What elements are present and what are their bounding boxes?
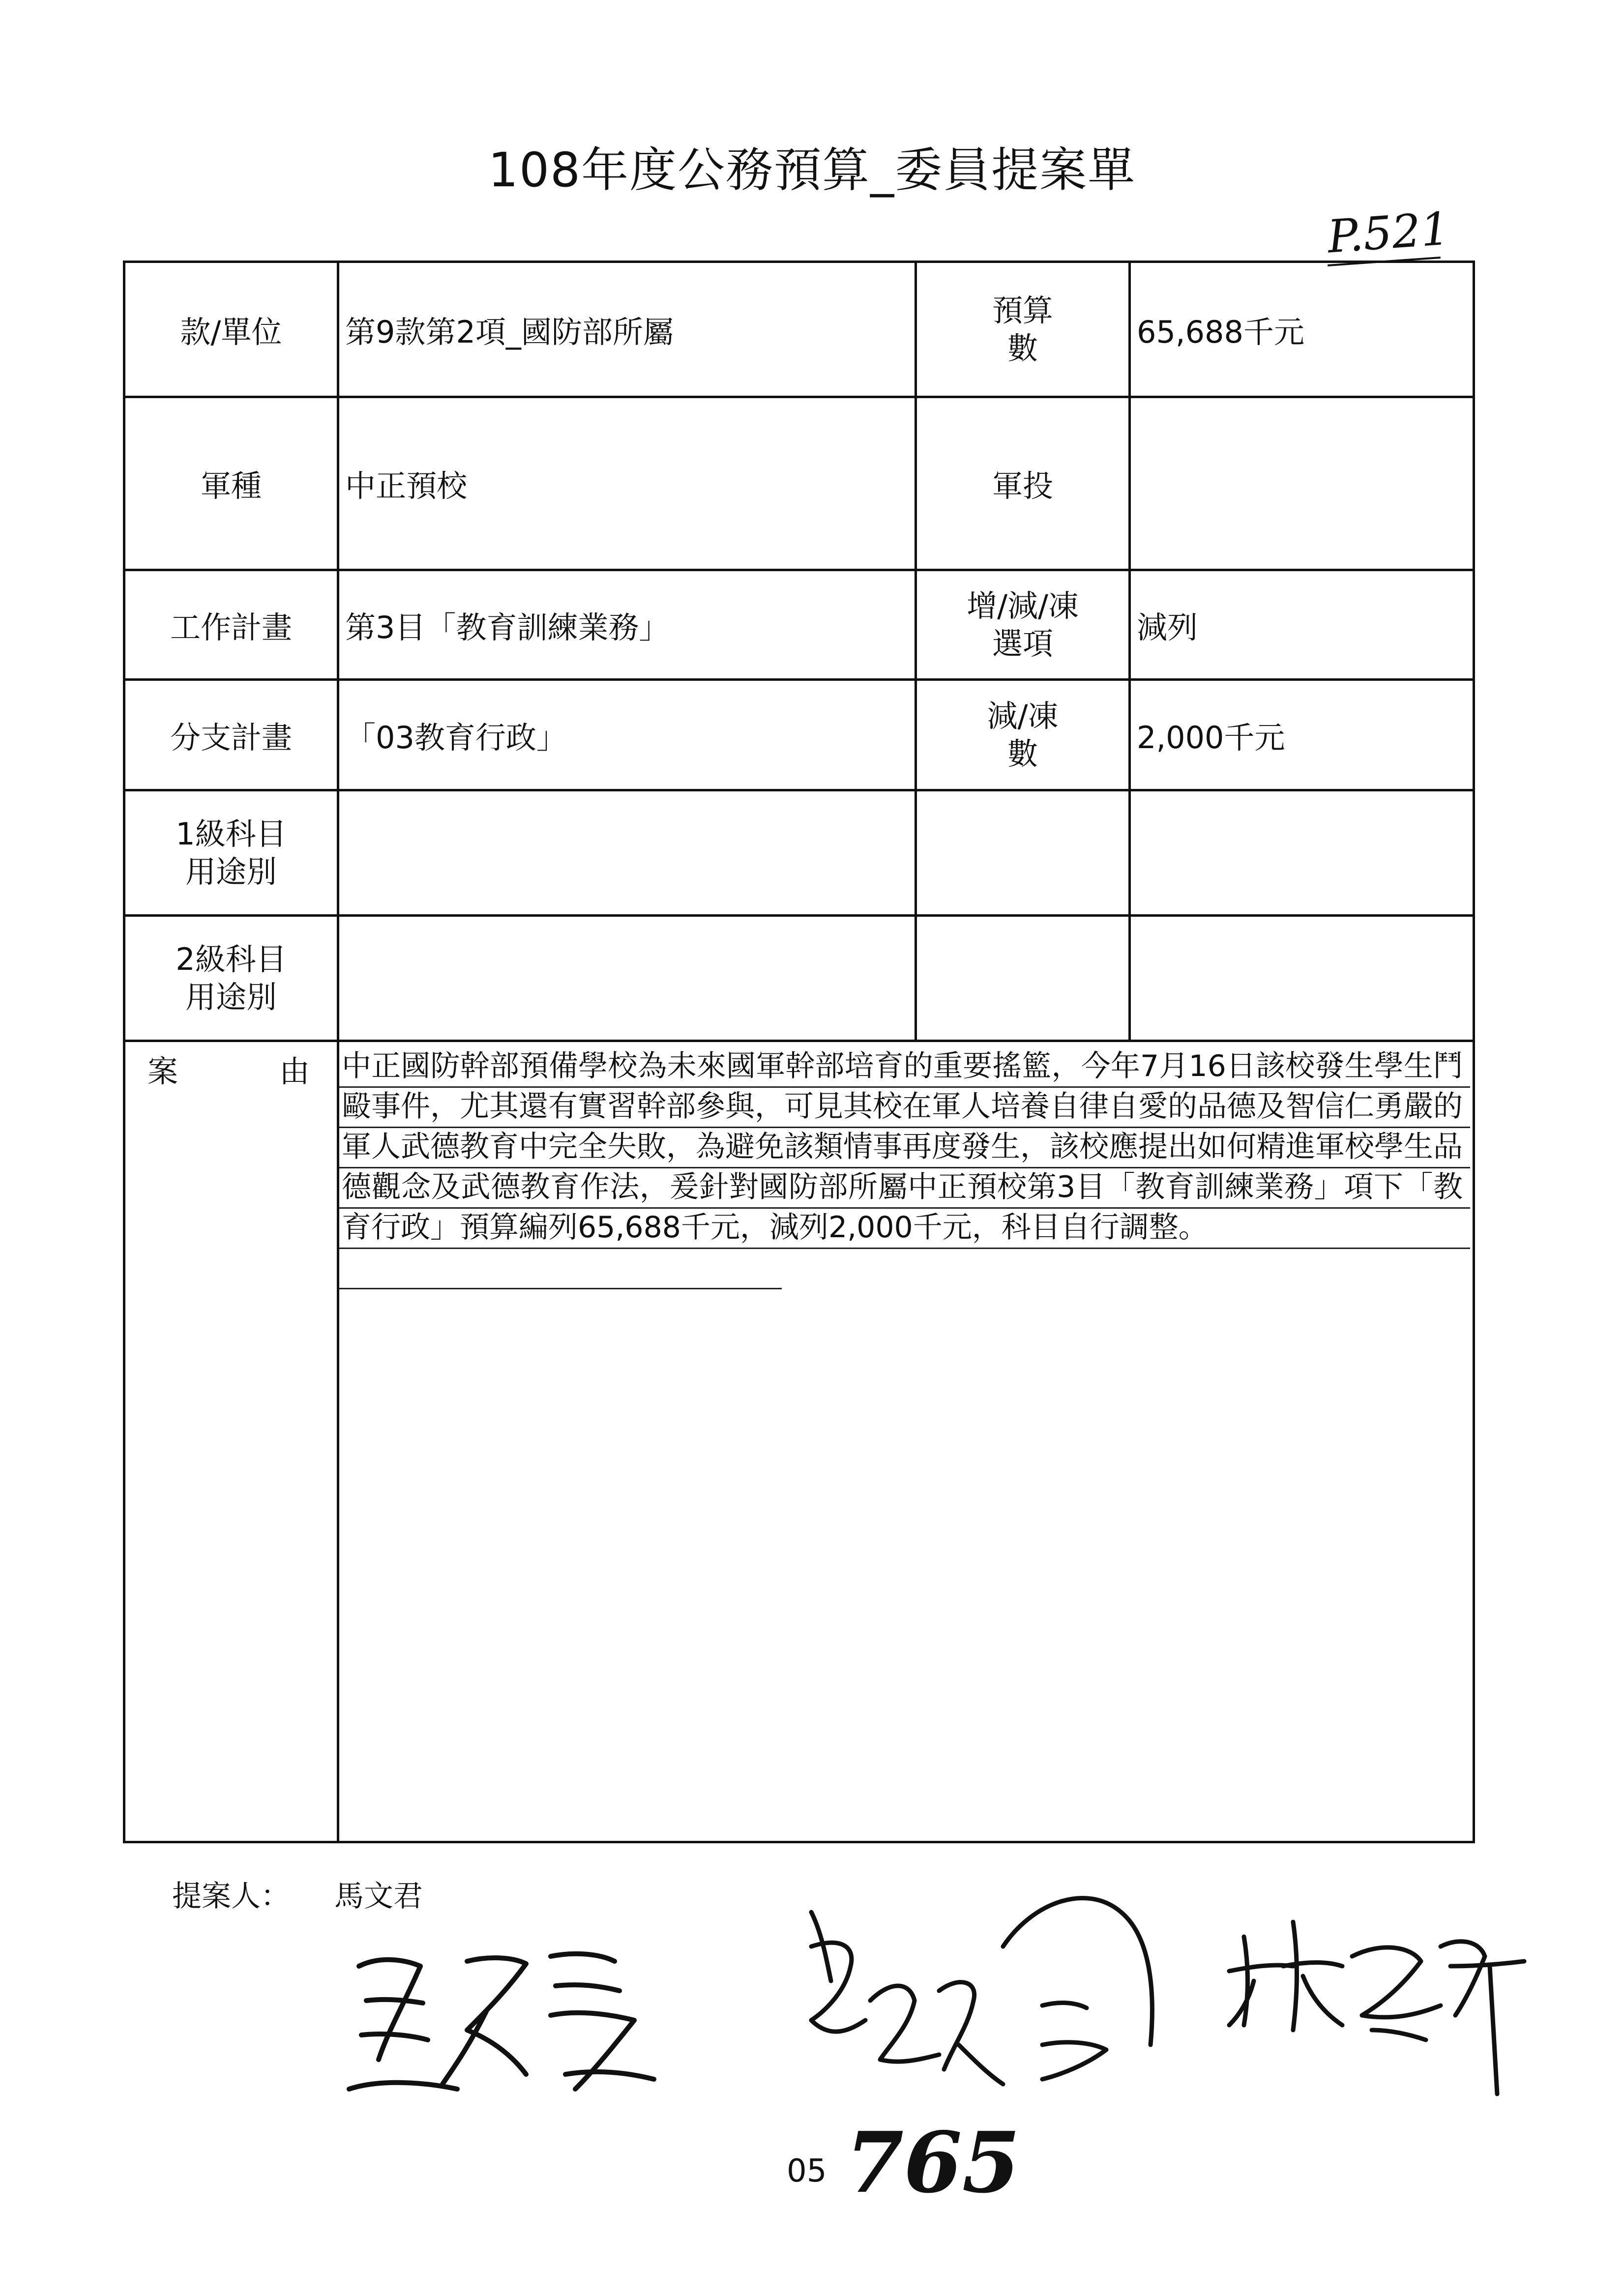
- text-underline: [339, 1288, 782, 1289]
- page-number-handwritten: 765: [846, 2114, 1020, 2212]
- proposer-label: 提案人：: [172, 1879, 290, 1914]
- text-underline: [339, 1167, 1470, 1168]
- label-level1-subject: [125, 791, 337, 914]
- value-work-plan: 第3目「教育訓練業務」: [345, 609, 670, 645]
- label-line: 增/減/凍: [967, 587, 1079, 624]
- label-char: 案: [148, 1053, 178, 1089]
- page-number-printed: 05: [787, 2153, 827, 2189]
- handwritten-signatures: [320, 1883, 1573, 2138]
- label-line: 2級科目: [176, 941, 287, 977]
- label-reason: [148, 1047, 310, 1091]
- proposer-name: 馬文君: [334, 1879, 423, 1914]
- label-line: 減/凍: [987, 698, 1059, 734]
- label-line: 數: [1007, 330, 1038, 366]
- label-line: 用途別: [185, 854, 277, 890]
- label-line: 選項: [992, 626, 1053, 662]
- text-underline: [339, 1086, 1470, 1088]
- label-line: 預算: [992, 292, 1053, 328]
- label-line: 1級科目: [176, 815, 287, 852]
- text-underline: [339, 1248, 1470, 1249]
- label-sub-plan: 分支計畫: [170, 719, 292, 756]
- label-service-branch: 軍種: [200, 468, 262, 504]
- label-adjust-option: [917, 571, 1128, 678]
- label-line: 數: [1007, 736, 1038, 772]
- value-service-branch: 中正預校: [345, 468, 468, 504]
- label-line: 用途別: [185, 979, 277, 1015]
- signature-1: [349, 1954, 654, 2089]
- signature-3: [1229, 1922, 1524, 2094]
- label-work-plan: 工作計畫: [170, 609, 292, 645]
- value-adjust-option: 減列: [1137, 609, 1198, 645]
- label-char: 由: [279, 1053, 310, 1089]
- label-military-investment: 軍投: [992, 468, 1053, 504]
- document-title: 108年度公務預算_委員提案單: [488, 143, 1136, 198]
- row-divider: [125, 1040, 1473, 1042]
- value-budget-amount: 65,688千元: [1137, 314, 1304, 350]
- label-reduction-amount: [917, 681, 1128, 789]
- text-underline: [339, 1127, 1470, 1128]
- label-account-unit: 款/單位: [180, 314, 282, 350]
- signature-2: [811, 1898, 1152, 2084]
- value-reduction-amount: 2,000千元: [1137, 719, 1285, 756]
- page-annotation: P.521: [1326, 202, 1451, 263]
- value-account-unit: 第9款第2項_國防部所屬: [345, 314, 674, 350]
- text-underline: [339, 1207, 1470, 1209]
- label-budget-amount: [917, 263, 1128, 396]
- reason-text: 中正國防幹部預備學校為未來國軍幹部培育的重要搖籃，今年7月16日該校發生學生鬥毆事件，尤其還有實習幹部參與，可見其校在軍人培養自律自愛的品德及智信仁勇嚴的軍人武德教育中完全失敗，為避免該類情事再度發生，該校應提出如何精進軍校學生品德觀念及武德教育作法，爰針對國防部所屬中正預校第3目「教育訓練業務」項下「教育行政」預算編列65,688千元，減列2,000千元，科目自行調整。: [342, 1049, 1463, 1245]
- value-sub-plan: 「03教育行政」: [345, 719, 567, 756]
- value-military-investment: [1131, 398, 1475, 569]
- label-level2-subject: [125, 917, 337, 1040]
